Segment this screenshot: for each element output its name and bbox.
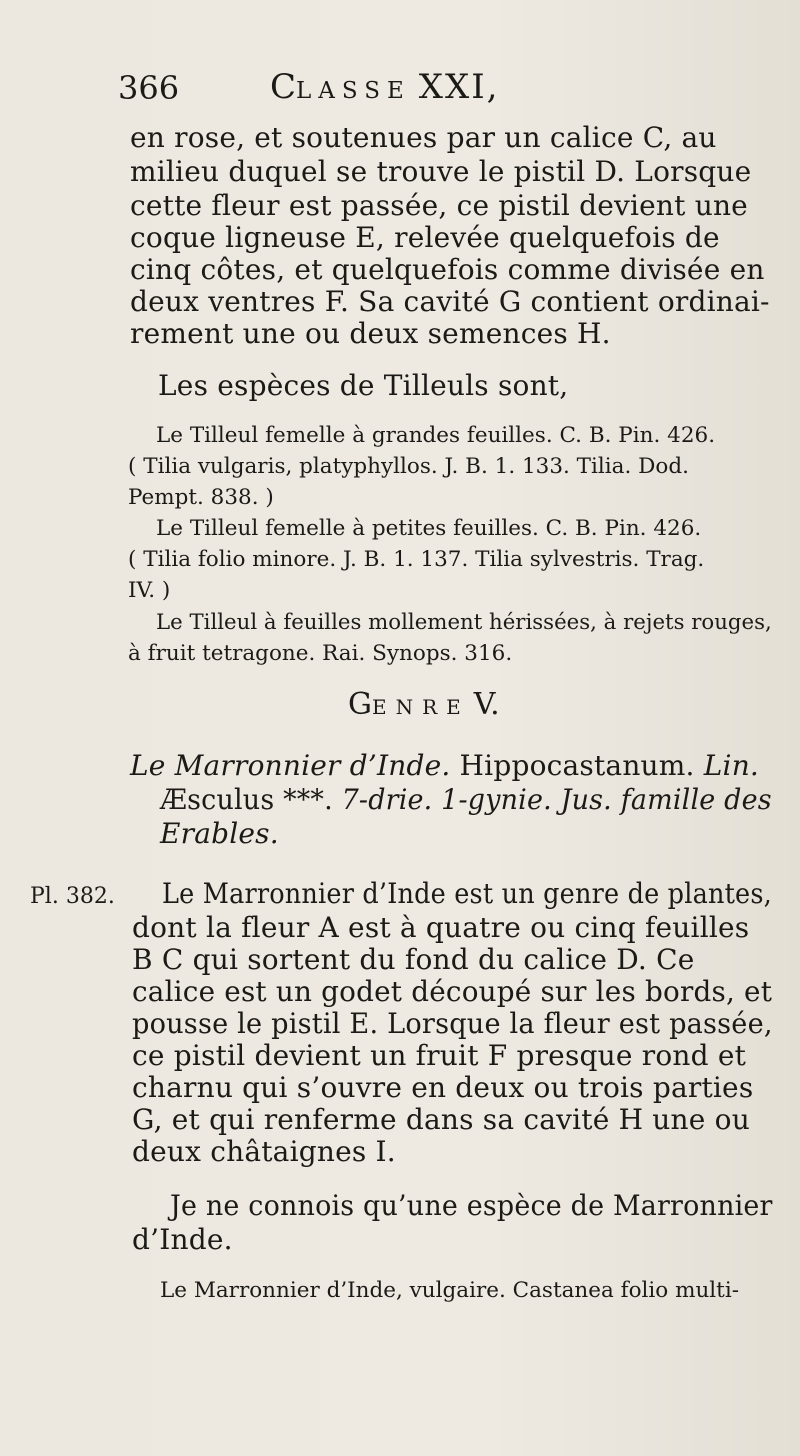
species-entry: Le Tilleul femelle à petites feuilles. C. B. Pin. 426. <box>156 516 702 541</box>
species-entry: ( Tilia vulgaris, platyphyllos. J. B. 1. 133. Tilia. Dod. <box>128 454 689 479</box>
species-entry: IV. ) <box>128 578 171 603</box>
text-line: cinq côtes, et quelquefois comme divisée en <box>130 253 765 286</box>
text-line: pousse le pistil E. Lorsque la fleur est passée, <box>132 1007 773 1040</box>
text-line: ce pistil devient un fruit F presque rond et <box>132 1039 747 1072</box>
text-line: rement une ou deux semences H. <box>130 317 611 350</box>
species-heading: Les espèces de Tilleuls sont, <box>158 369 569 402</box>
genre-title-line: Le Marronnier d’Inde. Hippocastanum. Lin. <box>130 749 760 782</box>
genre-title-line: Erables. <box>160 817 279 850</box>
text-line: G, et qui renferme dans sa cavité H une ou <box>132 1103 750 1136</box>
genre-title-line: Æsculus ***. 7-drie. 1-gynie. Jus. famille des <box>160 783 772 816</box>
text-line: deux ventres F. Sa cavité G contient ordinai- <box>130 285 770 318</box>
text-line: en rose, et soutenues par un calice C, au <box>130 121 717 154</box>
species-entry: ( Tilia folio minore. J. B. 1. 137. Tilia sylvestris. Trag. <box>128 547 705 572</box>
text-line: cette fleur est passée, ce pistil devient une <box>130 189 748 222</box>
text-line: Le Marronnier d’Inde est un genre de plantes, <box>162 877 772 910</box>
text-line: d’Inde. <box>132 1223 233 1256</box>
text-line: milieu duquel se trouve le pistil D. Lorsque <box>130 155 752 188</box>
text-line: calice est un godet découpé sur les bords, et <box>132 975 773 1008</box>
species-entry: Le Tilleul femelle à grandes feuilles. C. B. Pin. 426. <box>156 423 716 448</box>
genre-heading: GENRE V. <box>348 687 500 722</box>
species-entry: Le Marronnier d’Inde, vulgaire. Castanea folio multi- <box>160 1278 739 1303</box>
species-entry: Le Tilleul à feuilles mollement hérissées, à rejets rouges, <box>156 610 772 635</box>
plate-reference: Pl. 382. <box>30 884 115 909</box>
text-line: charnu qui s’ouvre en deux ou trois parties <box>132 1071 754 1104</box>
text-line: dont la fleur A est à quatre ou cinq feuilles <box>132 911 750 944</box>
text-line: Je ne connois qu’une espèce de Marronnier <box>170 1189 773 1222</box>
text-line: B C qui sortent du fond du calice D. Ce <box>132 943 695 976</box>
text-line: coque ligneuse E, relevée quelquefois de <box>130 221 720 254</box>
text-line: deux châtaignes I. <box>132 1135 396 1168</box>
running-head: CLASSE XXI, <box>270 67 500 107</box>
page-number: 366 <box>118 69 180 107</box>
species-entry: Pempt. 838. ) <box>128 485 274 510</box>
species-entry: à fruit tetragone. Rai. Synops. 316. <box>128 641 513 666</box>
